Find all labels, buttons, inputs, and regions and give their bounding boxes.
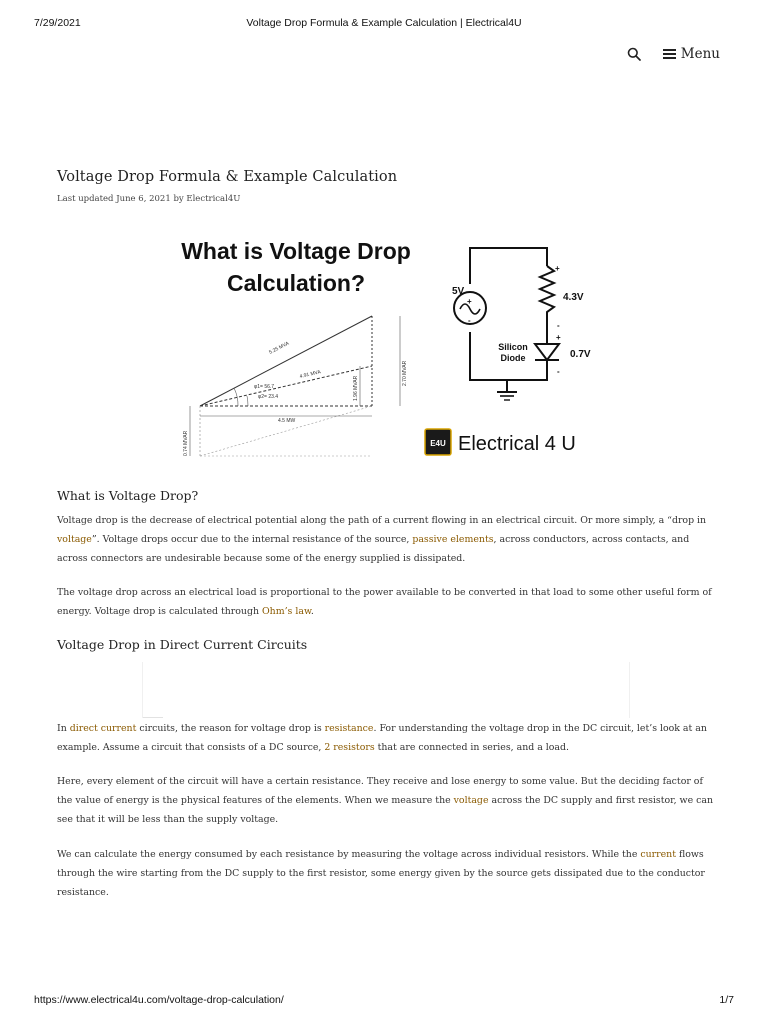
text-span: The voltage drop across an electrical load is proportional to the power available to be converted in that load to some other useful form of energy. Voltage drop is calculated through	[57, 587, 712, 617]
triangle-side-a-label: 1.96 MVAR	[353, 375, 359, 401]
text-span: flows through the wire starting from the DC supply to the first resistor, some energy given by the source gets dissipated due to the conductor resistance.	[57, 849, 705, 898]
power-triangle-diagram	[183, 316, 408, 456]
circuit-source-minus: -	[468, 316, 471, 325]
paragraph-dc-elements	[57, 773, 717, 829]
link-passive-elements[interactable]: passive elements	[412, 533, 494, 545]
triangle-side-b-label: 2.70 MVAR	[402, 360, 408, 386]
circuit-diode-name-line2: Diode	[500, 353, 526, 363]
print-page-title: Voltage Drop Formula & Example Calculation | Electrical4U	[246, 17, 522, 29]
text-span: circuits, the reason for voltage drop is	[136, 723, 325, 734]
triangle-side-c-label: 0.74 MVAR	[183, 430, 189, 456]
link-resistance[interactable]: resistance	[324, 723, 374, 734]
circuit-diode-name-line1: Silicon	[498, 342, 528, 352]
print-page-number: 1/7	[719, 994, 734, 1006]
triangle-phi2-label: φ2= 23.4	[258, 394, 279, 400]
circuit-source-plus: +	[467, 297, 472, 306]
hero-image	[150, 226, 620, 466]
text-span: that are connected in series, and a load.	[374, 741, 569, 753]
top-navigation	[625, 44, 720, 64]
paragraph-voltage-drop-definition	[57, 512, 717, 568]
paragraph-dc-energy	[57, 846, 717, 902]
electrical4u-logo	[425, 429, 576, 455]
hamburger-icon	[663, 46, 676, 61]
text-span: Here, every element of the circuit will have a certain resistance. They receive and lose energy to some value. But the deciding factor of the value of energy is the physical features of the elements. When we measure the	[57, 776, 703, 806]
diode-circuit-diagram	[452, 248, 591, 400]
link-direct-current[interactable]: direct current	[69, 723, 137, 734]
circuit-resistor-drop-label: 4.3V	[563, 292, 584, 303]
embedded-media-placeholder	[142, 662, 630, 718]
text-span: across the DC supply and first resistor, we can see that it will be less than the supply voltage.	[57, 794, 713, 825]
text-span: Voltage drop is the decrease of electrical potential along the path of a current flowing in an electrical circuit. Or more simply, a “drop in	[57, 515, 707, 526]
circuit-diode-drop-label: 0.7V	[570, 349, 591, 360]
text-span: .	[310, 605, 314, 617]
circuit-resistor-plus: +	[555, 264, 560, 273]
menu-button[interactable]	[663, 46, 720, 62]
text-span: . For understanding the voltage drop in the DC circuit, let’s look at an example. Assume a circuit that consists of a DC source,	[57, 723, 707, 753]
menu-label: Menu	[680, 46, 720, 62]
paragraph-dc-reason	[57, 720, 717, 758]
hero-heading-line1: What is Voltage Drop	[181, 238, 411, 264]
print-header	[0, 17, 768, 31]
article-title: Voltage Drop Formula & Example Calculation	[57, 169, 398, 185]
text-span: In	[57, 723, 70, 734]
text-span: ”. Voltage drops occur due to the internal resistance of the source,	[91, 533, 413, 545]
triangle-hyp1-label: 5.25 MVA	[268, 340, 291, 356]
section-heading-dc-circuits: Voltage Drop in Direct Current Circuits	[57, 637, 308, 652]
hero-heading-line2: Calculation?	[226, 270, 366, 296]
search-button[interactable]	[625, 45, 643, 63]
link-voltage-2[interactable]: voltage	[453, 794, 489, 806]
paragraph-voltage-drop-load	[57, 584, 717, 622]
circuit-source-label: 5V	[452, 286, 465, 297]
circuit-diode-minus: -	[557, 367, 560, 376]
article-meta: Last updated June 6, 2021 by Electrical4U	[57, 194, 241, 204]
text-span: , across conductors, across contacts, and across connectors are undesirable because some of the energy supplied is dissipated.	[57, 533, 690, 564]
link-2-resistors[interactable]: 2 resistors	[324, 741, 375, 753]
triangle-base-label: 4.5 MW	[278, 418, 296, 424]
triangle-phi1-label: φ1= 56.7	[254, 384, 275, 390]
section-heading-what-is: What is Voltage Drop?	[57, 488, 199, 503]
brand-badge-text: E4U	[430, 439, 446, 448]
circuit-resistor-minus: -	[557, 321, 560, 330]
search-icon	[627, 47, 641, 61]
circuit-diode-plus: +	[556, 333, 561, 342]
text-span: We can calculate the energy consumed by each resistance by measuring the voltage across individual resistors. While the	[57, 849, 641, 860]
print-url: https://www.electrical4u.com/voltage-drop-calculation/	[34, 994, 284, 1006]
triangle-hyp2-label: 4.91 MVA	[299, 369, 322, 380]
print-footer	[0, 994, 768, 1008]
print-date: 7/29/2021	[34, 17, 81, 29]
brand-text: Electrical 4 U	[458, 433, 576, 455]
link-ohms-law[interactable]: Ohm’s law	[261, 605, 311, 617]
link-current[interactable]: current	[640, 849, 676, 860]
link-voltage[interactable]: voltage	[57, 533, 92, 545]
